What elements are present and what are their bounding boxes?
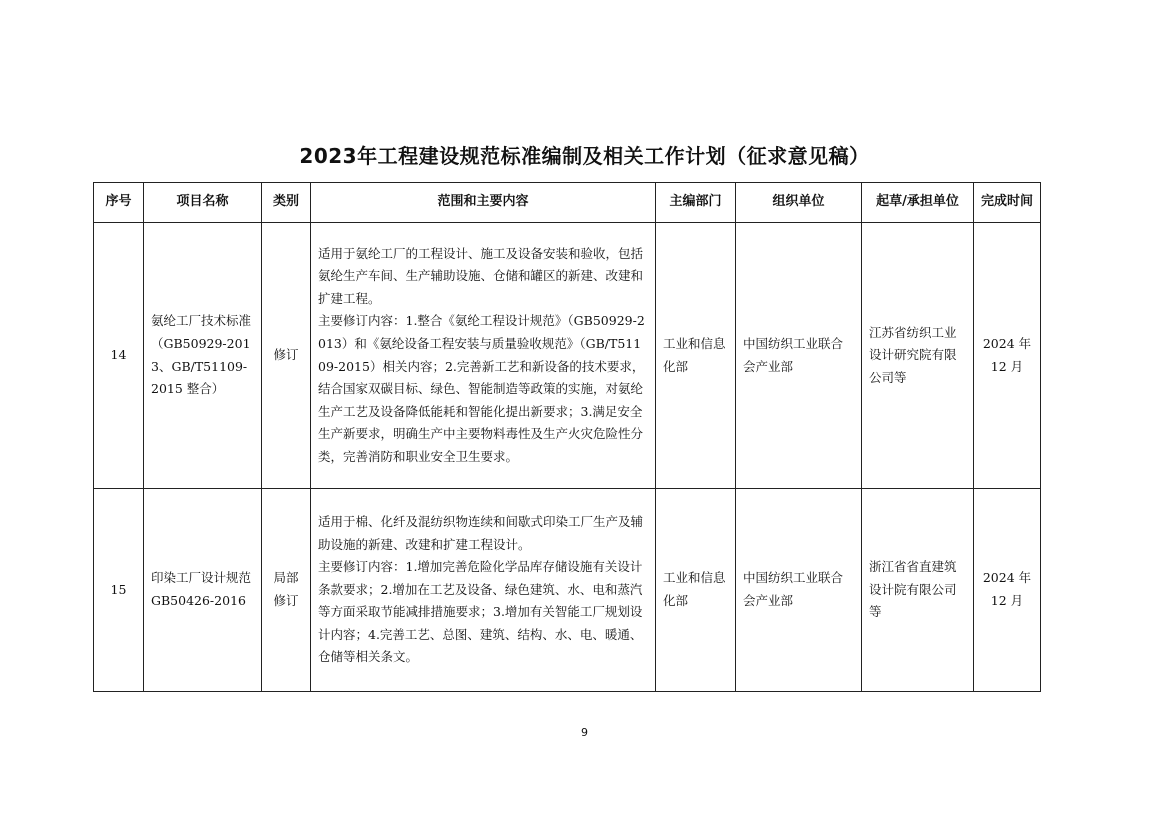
cell-category: 局部修订 bbox=[262, 489, 311, 692]
cell-deadline: 2024 年 12 月 bbox=[974, 223, 1041, 489]
header-drafter: 起草/承担单位 bbox=[862, 183, 974, 223]
scope-revisions: 主要修订内容：1.增加完善危险化学品库存储设施有关设计条款要求；2.增加在工艺及设备、绿色建筑、水、电和蒸汽等方面采取节能减排措施要求；3.增加有关智能工厂规划设计内容；4.完善工艺、总图、建筑、结构、水、电、暖通、仓储等相关条文。 bbox=[318, 559, 643, 665]
table-header-row bbox=[94, 183, 1041, 223]
cell-drafter: 浙江省省直建筑设计院有限公司等 bbox=[862, 489, 974, 692]
header-seq: 序号 bbox=[94, 183, 144, 223]
work-plan-table bbox=[93, 182, 1041, 692]
cell-project-name: 印染工厂设计规范 GB50426-2016 bbox=[144, 489, 262, 692]
table-row bbox=[94, 223, 1041, 489]
cell-chief-dept: 工业和信息化部 bbox=[656, 223, 736, 489]
cell-deadline: 2024 年 12 月 bbox=[974, 489, 1041, 692]
cell-org-unit: 中国纺织工业联合会产业部 bbox=[736, 489, 862, 692]
scope-revisions: 主要修订内容：1.整合《氨纶工程设计规范》（GB50929-2013）和《氨纶设备工程安装与质量验收规范》（GB/T51109-2015）相关内容；2.完善新工艺和新设备的技术要求，结合国家双碳目标、绿色、智能制造等政策的实施，对氨纶生产工艺及设备降低能耗和智能化提出新要求；3.满足安全生产新要求，明确生产中主要物料毒性及生产火灾危险性分类，完善消防和职业安全卫生要求。 bbox=[318, 313, 645, 464]
cell-category: 修订 bbox=[262, 223, 311, 489]
cell-drafter: 江苏省纺织工业设计研究院有限公司等 bbox=[862, 223, 974, 489]
page-number: 9 bbox=[581, 726, 588, 739]
cell-scope bbox=[311, 489, 656, 692]
header-org-unit: 组织单位 bbox=[736, 183, 862, 223]
cell-org-unit: 中国纺织工业联合会产业部 bbox=[736, 223, 862, 489]
document-title: 2023年工程建设规范标准编制及相关工作计划（征求意见稿） bbox=[299, 144, 870, 168]
table-row bbox=[94, 489, 1041, 692]
header-chief-dept: 主编部门 bbox=[656, 183, 736, 223]
cell-seq: 15 bbox=[94, 489, 144, 692]
cell-scope bbox=[311, 223, 656, 489]
header-scope: 范围和主要内容 bbox=[311, 183, 656, 223]
header-category: 类别 bbox=[262, 183, 311, 223]
cell-chief-dept: 工业和信息化部 bbox=[656, 489, 736, 692]
cell-project-name: 氨纶工厂技术标准（GB50929-2013、GB/T51109-2015 整合） bbox=[144, 223, 262, 489]
header-deadline: 完成时间 bbox=[974, 183, 1041, 223]
cell-seq: 14 bbox=[94, 223, 144, 489]
header-project-name: 项目名称 bbox=[144, 183, 262, 223]
scope-applicability: 适用于氨纶工厂的工程设计、施工及设备安装和验收，包括氨纶生产车间、生产辅助设施、仓储和罐区的新建、改建和扩建工程。 bbox=[318, 245, 644, 306]
scope-applicability: 适用于棉、化纤及混纺织物连续和间歇式印染工厂生产及辅助设施的新建、改建和扩建工程设计。 bbox=[318, 513, 644, 552]
